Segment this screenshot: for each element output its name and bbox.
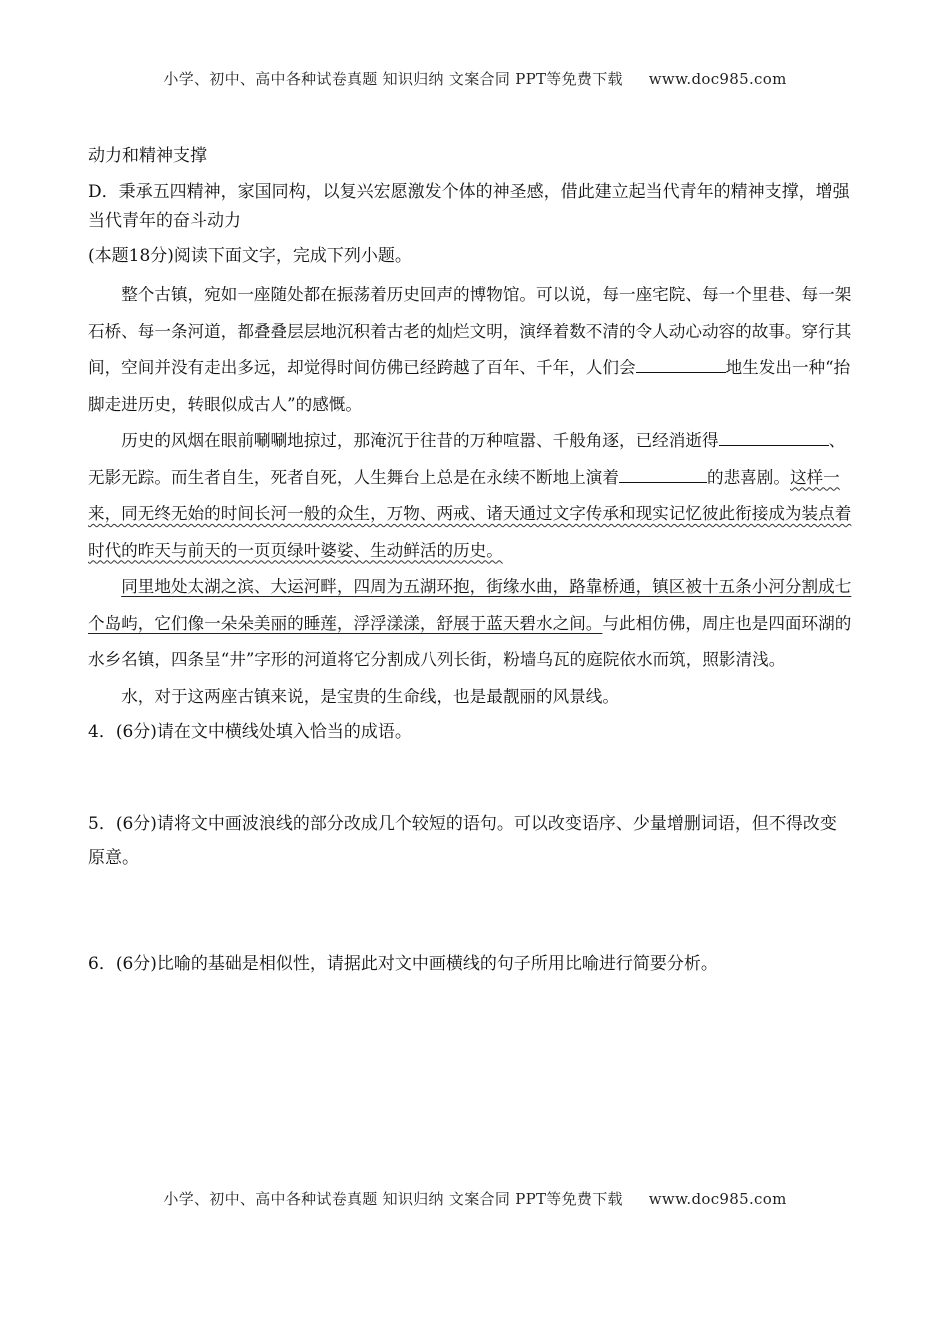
passage-paragraph-3 [88, 569, 852, 679]
answer-space-4 [88, 749, 852, 807]
option-d: D．秉承五四精神，家国同构，以复兴宏愿激发个体的神圣感，借此建立起当代青年的精神支撑，增强当代青年的奋斗动力 [88, 182, 850, 231]
p1-text-a: 整个古镇，宛如一座随处都在振荡着历史回声的博物馆。可以说，每一座宅院、每一个里巷、每一架石桥、每一条河道，都叠叠层层地沉积着古老的灿烂文明，演绎着数不清的令人动心动容的故事。穿行其间，空间并没有走出多远，却觉得时间仿佛已经跨越了百年、千年，人们会 [88, 285, 852, 377]
p3-text-rest: 与此相仿佛，周庄也是四面环湖的水乡名镇，四条呈“井”字形的河道将它分割成八列长街，粉墙乌瓦的庭院依水而筑，照影清浅。 [88, 613, 852, 669]
question-6: 6．(6分)比喻的基础是相似性，请据此对文中画横线的句子所用比喻进行简要分析。 [88, 954, 718, 974]
header-url[interactable]: www.doc985.com [648, 70, 787, 88]
page-footer [0, 1188, 950, 1209]
question-5: 5．(6分)请将文中画波浪线的部分改成几个较短的语句。可以改变语序、少量增删词语，但不得改变原意。 [88, 814, 837, 868]
question-4: 4．(6分)请在文中横线处填入恰当的成语。 [88, 722, 412, 742]
p2-text-b: 、无影无踪。而生者自生，死者自死，人生舞台上总是在永续不断地上演着 [88, 431, 846, 487]
passage-paragraph-1 [88, 277, 852, 423]
p2-text-c: 的悲喜剧。 [707, 467, 790, 487]
passage-paragraph-2 [88, 423, 852, 569]
p2-text-a: 历史的风烟在眼前唰唰地掠过，那淹沉于往昔的万种喧嚣、千般角逐，已经消逝得 [121, 431, 719, 450]
fill-blank-2 [719, 428, 829, 446]
page-header [0, 68, 950, 89]
page-content [88, 142, 852, 981]
fill-blank-1 [636, 355, 726, 373]
footer-text: 小学、初中、高中各种试卷真题 知识归纳 文案合同 PPT等免费下载 [163, 1190, 623, 1208]
fill-blank-3 [619, 464, 707, 482]
continued-line: 动力和精神支撑 [88, 146, 207, 166]
underlined-metaphor-sentence: 同里地处太湖之滨、大运河畔，四周为五湖环抱，街缘水曲，路靠桥通，镇区被十五条小河分割成七个岛屿，它们像一朵朵美丽的睡莲，浮浮漾漾，舒展于蓝天碧水之间。 [88, 577, 852, 633]
p1-text-b: 地生发出一种“抬脚走进历史，转眼似成古人”的感慨。 [88, 358, 851, 414]
footer-url[interactable]: www.doc985.com [648, 1190, 787, 1208]
section-intro: (本题18分)阅读下面文字，完成下列小题。 [88, 246, 412, 266]
wavy-underlined-sentence: 这样一来，同无终无始的时间长河一般的众生，万物、两戒、诸天通过文字传承和现实记忆彼此衔接成为装点着时代的昨天与前天的一页页绿叶婆娑、生动鲜活的历史。 [88, 467, 852, 560]
answer-space-5 [88, 875, 852, 947]
header-text: 小学、初中、高中各种试卷真题 知识归纳 文案合同 PPT等免费下载 [163, 70, 623, 88]
passage-paragraph-4: 水，对于这两座古镇来说，是宝贵的生命线，也是最靓丽的风景线。 [121, 686, 619, 706]
